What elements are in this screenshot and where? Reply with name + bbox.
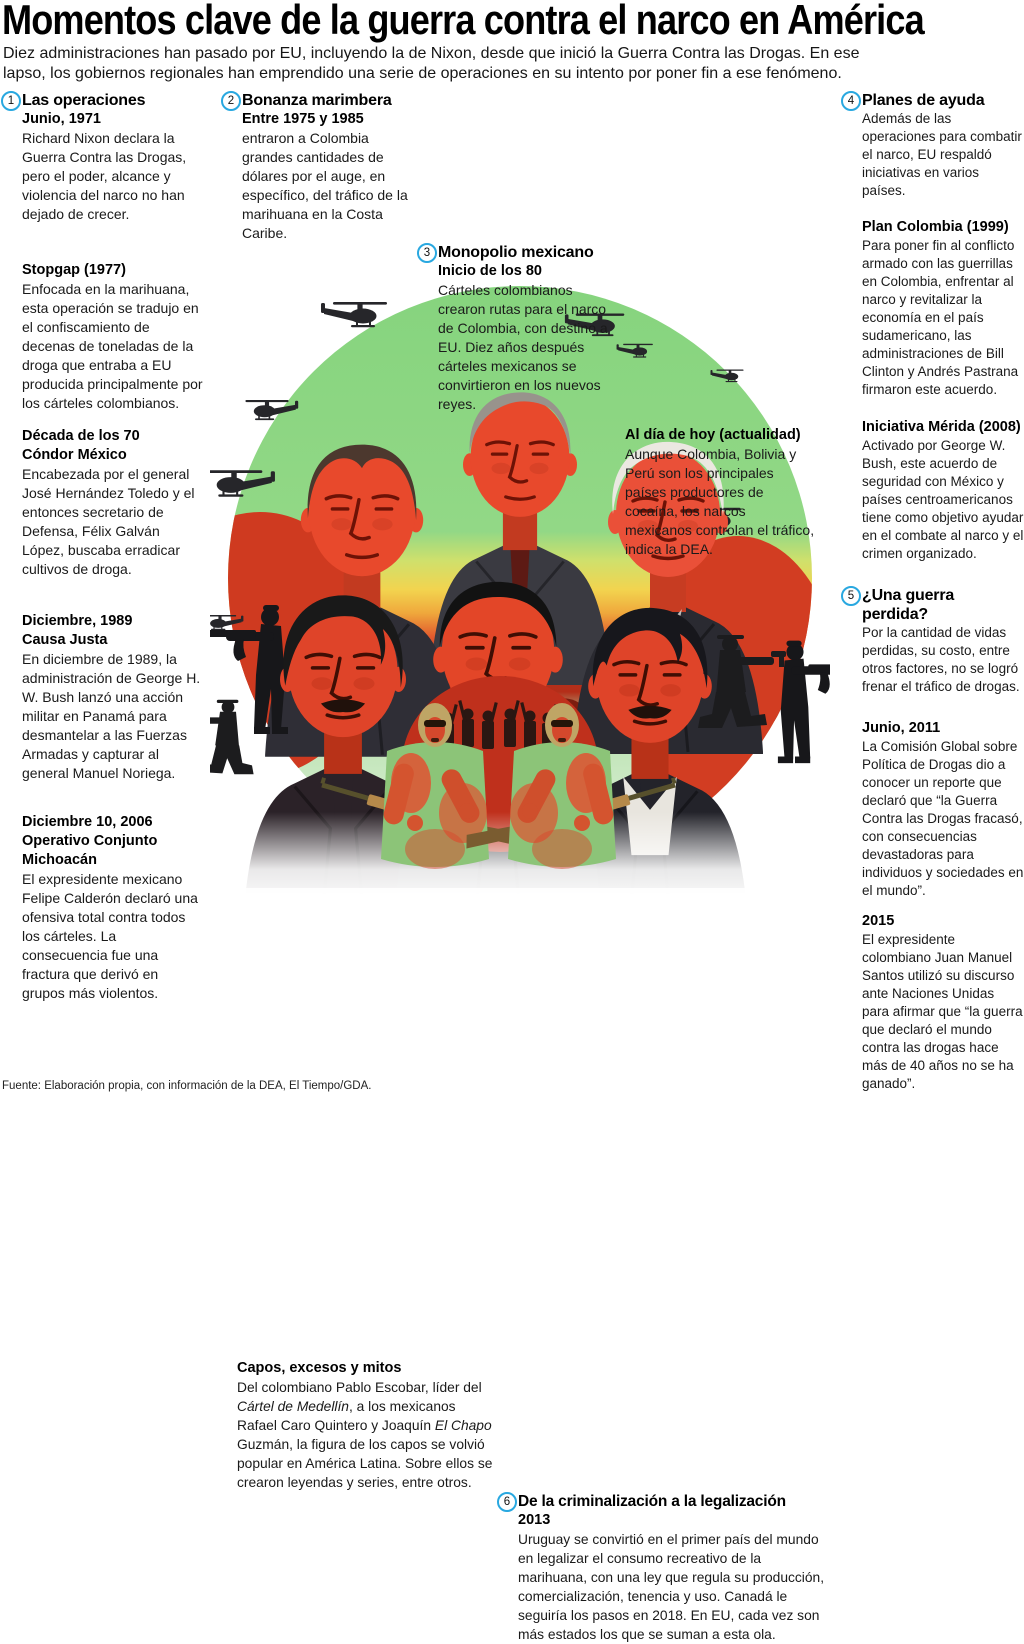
bottom-cut bbox=[210, 888, 830, 908]
subtitle-line-1: Diez administraciones han pasado por EU, incluyendo la de Nixon, desde que inició la Guerra Contra las Drogas. En ese bbox=[3, 45, 860, 62]
body-segment-italic: Cártel de Medellín bbox=[237, 1399, 349, 1414]
block-2015 bbox=[862, 912, 1024, 1093]
body-segment: , a los mexicanos Rafael Caro Quintero y Joaquín bbox=[237, 1399, 456, 1433]
section-title: ¿Una guerra perdida? bbox=[862, 587, 955, 623]
block-heading: 2015 bbox=[862, 913, 895, 929]
block-heading: Capos, excesos y mitos bbox=[237, 1360, 402, 1376]
section-title: Planes de ayuda bbox=[862, 92, 985, 109]
subtitle-line-2: lapso, los gobiernos regionales han emprendido una serie de operaciones en su intento por poner fin a ese fenómeno. bbox=[3, 65, 842, 82]
block-junio-2011 bbox=[862, 719, 1024, 900]
block-heading: Al día de hoy (actualidad) bbox=[625, 427, 801, 443]
section-number-badge: 3 bbox=[417, 243, 437, 263]
section-title: De la criminalización a la legalización bbox=[518, 1493, 786, 1510]
block-heading-2: Cóndor México bbox=[22, 447, 127, 463]
section-number-badge: 1 bbox=[1, 91, 21, 111]
block-body: La Comisión Global sobre Política de Drogas dio a conocer un reporte que declaró que “la Guerra Contra las Drogas fracasó, con consecuencias devastadoras para individuos y sociedades en el mundo”. bbox=[862, 739, 1024, 898]
block-body: Para poner fin al conflicto armado con las guerrillas en Colombia, enfrentar al narco y revitalizar la economía en el país sudamericano, las administraciones de Bill Clinton y Andrés Pastrana firmaron este acuerdo. bbox=[862, 238, 1019, 397]
block-heading: Stopgap (1977) bbox=[22, 262, 126, 278]
section-number-badge: 6 bbox=[497, 1492, 517, 1512]
column-left bbox=[7, 91, 204, 1003]
body-segment: Del colombiano Pablo Escobar, líder del bbox=[237, 1380, 482, 1395]
section-guerra-perdida bbox=[847, 586, 1024, 696]
section-number-badge: 4 bbox=[841, 91, 861, 111]
section-body: Cárteles colombianos crearon rutas para el narco de Colombia, con destino a EU. Diez años después cárteles mexicanos se convirtieron en los nuevos reyes. bbox=[438, 282, 608, 412]
block-heading: Iniciativa Mérida (2008) bbox=[862, 419, 1021, 435]
section-monopolio-mexicano bbox=[423, 243, 620, 414]
block-body: Aunque Colombia, Bolivia y Perú son los principales países productores de cocaína, los narcos mexicanos controlan el tráfico, indica la DEA. bbox=[625, 446, 815, 557]
section-planes-de-ayuda bbox=[847, 91, 1024, 200]
section-subhead: 2013 bbox=[518, 1512, 551, 1528]
page-subtitle bbox=[3, 44, 1017, 84]
block-causa-justa bbox=[22, 612, 204, 783]
block-iniciativa-merida bbox=[862, 418, 1024, 563]
block-condor-mexico bbox=[22, 427, 204, 579]
source-line: Fuente: Elaboración propia, con información de la DEA, El Tiempo/GDA. bbox=[2, 1080, 372, 1092]
block-heading: Década de los 70 bbox=[22, 428, 140, 444]
section-title: Las operaciones bbox=[22, 92, 146, 109]
block-heading: Diciembre, 1989 bbox=[22, 613, 133, 629]
block-body: Encabezada por el general José Hernández Toledo y el entonces secretario de Defensa, Félix Galván López, buscaba erradicar cultivos de droga. bbox=[22, 466, 195, 577]
section-number-badge: 5 bbox=[841, 586, 861, 606]
block-heading-2: Causa Justa bbox=[22, 632, 108, 648]
block-heading: Plan Colombia (1999) bbox=[862, 219, 1009, 235]
column-right bbox=[847, 91, 1024, 1093]
section-body: Además de las operaciones para combatir el narco, EU respaldó iniciativas en varios países. bbox=[862, 111, 1022, 198]
section-las-operaciones bbox=[7, 91, 204, 224]
soldier-silhouette-far-left bbox=[210, 700, 254, 774]
page-title: Momentos clave de la guerra contra el narco en América bbox=[2, 0, 924, 43]
block-body: El expresidente mexicano Felipe Calderón declaró una ofensiva total contra todos los cárteles. La consecuencia fue una fractura que derivó en grupos más violentos. bbox=[22, 871, 198, 1001]
section-body: Uruguay se convirtió en el primer país del mundo en legalizar el consumo recreativo de la marihuana, con una ley que regula su producción, comercialización, tenencia y uso. Canadá le seguiría los pasos en 2018. En EU, cada vez son más estados los que se suman a esta ola. bbox=[518, 1532, 825, 1642]
section-legalizacion bbox=[503, 1492, 830, 1644]
section-subhead: Junio, 1971 bbox=[22, 111, 101, 127]
section-body: Richard Nixon declara la Guerra Contra las Drogas, pero el poder, alcance y violencia del narco no han dejado de crecer. bbox=[22, 130, 187, 222]
block-al-dia-de-hoy bbox=[625, 426, 815, 559]
section-body: entraron a Colombia grandes cantidades de dólares por el auge, en específico, del tráfico de la marihuana en la Costa Caribe. bbox=[242, 130, 408, 241]
body-segment-italic: El Chapo bbox=[434, 1418, 492, 1433]
block-heading: Diciembre 10, 2006 bbox=[22, 814, 153, 830]
block-plan-colombia bbox=[862, 218, 1024, 399]
block-heading: Junio, 2011 bbox=[862, 720, 941, 736]
block-operativo-michoacan bbox=[22, 813, 204, 1003]
block-stopgap bbox=[22, 261, 204, 413]
section-subhead: Inicio de los 80 bbox=[438, 263, 542, 279]
block-body bbox=[237, 1378, 495, 1492]
block-body: En diciembre de 1989, la administración de George H. W. Bush lanzó una acción militar en Panamá para desmantelar a las Fuerzas Armadas y capturar al general Manuel Noriega. bbox=[22, 651, 201, 781]
section-subhead: Entre 1975 y 1985 bbox=[242, 111, 364, 127]
section-title: Monopolio mexicano bbox=[438, 244, 594, 261]
block-body: Enfocada en la marihuana, esta operación se tradujo en el confiscamiento de decenas de toneladas de la droga que entraba a EU producida principalmente por los cárteles colombianos. bbox=[22, 281, 203, 411]
block-capos-excesos-mitos bbox=[237, 1359, 495, 1492]
section-title: Bonanza marimbera bbox=[242, 92, 392, 109]
body-segment: Guzmán, la figura de los capos se volvió popular en América Latina. Sobre ellos se crearon leyendas y series, entre otros. bbox=[237, 1437, 493, 1490]
block-body: Activado por George W. Bush, este acuerdo de seguridad con México y países centroamericanos tiene como objetivo ayudar en el combate al narco y el crimen organizado. bbox=[862, 438, 1024, 561]
section-number-badge: 2 bbox=[221, 91, 241, 111]
block-heading-2: Operativo Conjunto Michoacán bbox=[22, 833, 158, 868]
block-body: El expresidente colombiano Juan Manuel Santos utilizó su discurso ante Naciones Unidas para afirmar que “la guerra que declaró el mundo contra las drogas hace más de 40 años no se ha ganado”. bbox=[862, 932, 1023, 1091]
section-bonanza-marimbera bbox=[227, 91, 414, 243]
section-body: Por la cantidad de vidas perdidas, su costo, entre otros factores, no se logró frenar el tráfico de drogas. bbox=[862, 625, 1020, 694]
